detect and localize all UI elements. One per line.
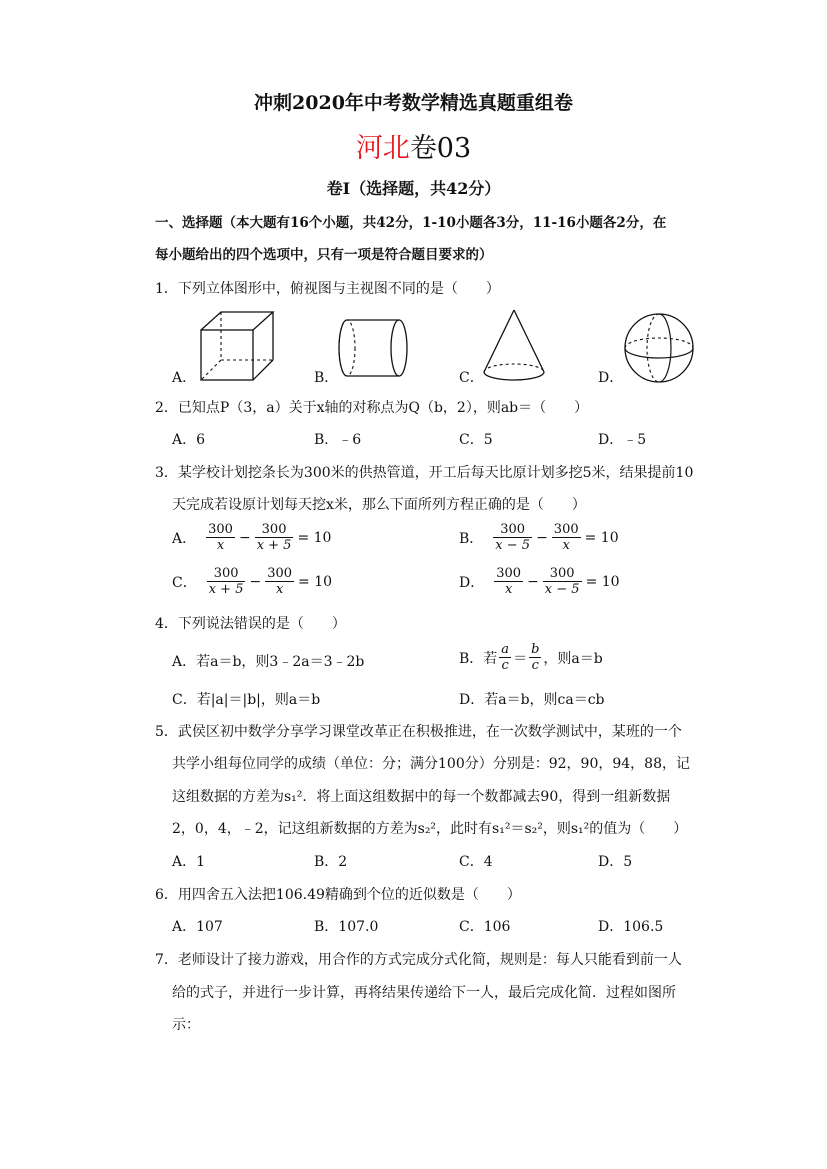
q4-option-b-suffix: ，则a＝b [543,650,603,667]
q6-stem: 6．用四舍五入法把106.49精确到个位的近似数是（ ） [155,887,521,903]
q4-option-b [459,642,603,673]
minus-sign: − [527,573,539,590]
q7-stem-line2: 给的式子，并进行一步计算，再将结果传递给下一人，最后完成化简．过程如图所 [172,985,676,1001]
q3-option-b [459,522,621,553]
q5-option-c: C．4 [459,854,493,870]
minus-sign: − [249,573,262,590]
subtitle-black: 卷03 [409,133,472,164]
q7-stem-line1: 7．老师设计了接力游戏，用合作的方式完成分式化简，规则是：每人只能看到前一人 [155,952,682,968]
subtitle-red: 河北 [355,133,410,164]
cone-icon [478,308,550,384]
cylinder-icon [335,318,415,380]
q1-option-a: A． [172,370,197,386]
fraction: $\frac{300}{x + 5}$ [208,566,244,597]
q3-stem-line1: 3．某学校计划挖条长为300米的供热管道，开工后每天比原计划多挖5米，结果提前10 [155,465,694,481]
q6-option-a: A．107 [172,919,223,935]
q6-option-b: B．107.0 [314,919,379,935]
q3-option-a [172,522,333,553]
equation-rhs: = 10 [297,529,332,546]
q1-option-b: B． [314,370,339,386]
q3-option-a-label: A． [172,530,197,547]
sphere-icon [622,312,698,386]
q6-option-d: D．106.5 [598,919,664,935]
q4-option-a: A．若a＝b，则3﹣2a＝3﹣2b [172,654,365,670]
equation-rhs: = 10 [585,573,620,590]
q3-option-d [459,566,622,597]
volume-heading: 卷Ⅰ（选择题，共42分） [326,179,501,198]
fraction: $\frac{300}{x + 5}$ [256,522,292,553]
fraction: $\frac{300}{x}$ [267,566,293,597]
q4-option-b-prefix: B．若 [459,650,498,667]
equation-rhs: = 10 [584,529,619,546]
minus-sign: − [536,529,548,546]
q5-stem-line1: 5．武侯区初中数学分享学习课堂改革正在积极推进，在一次数学测试中，某班的一个 [155,724,682,740]
paper-subtitle [0,126,827,165]
q7-stem-line3: 示： [172,1017,200,1033]
q3-option-d-label: D． [459,574,485,591]
cube-icon [195,308,280,384]
q3-stem-line2: 天完成若设原计划每天挖x米，那么下面所列方程正确的是（ ） [172,497,586,513]
fraction: $\frac{300}{x}$ [208,522,233,553]
q2-option-c: C．5 [459,432,493,448]
q4-stem: 4．下列说法错误的是（ ） [155,616,346,632]
q6-option-c: C．106 [459,919,511,935]
fraction: $\frac{300}{x}$ [496,566,522,597]
minus-sign: − [238,529,251,546]
page-title: 冲刺2020年中考数学精选真题重组卷 [254,92,573,114]
q5-option-b: B．2 [314,854,348,870]
q5-option-a: A．1 [172,854,206,870]
equals-sign: ＝ [513,650,528,667]
q5-stem-line2: 共学小组每位同学的成绩（单位：分；满分100分）分别是：92，90，94，88，记 [172,756,690,772]
equation-rhs: = 10 [298,573,333,590]
q2-stem: 2．已知点P（3，a）关于x轴的对称点为Q（b，2），则ab＝（ ） [155,400,589,416]
q4-option-d: D．若a＝b，则ca＝cb [459,692,605,708]
q1-option-c: C． [459,370,484,386]
q5-stem-line4: 2，0，4，﹣2，记这组新数据的方差为s₂²，此时有s₁²＝s₂²，则s₁²的值为（ ） [172,821,688,837]
q5-stem-line3: 这组数据的方差为s₁²．将上面这组数据中的每一个数都减去90，得到一组新数据 [172,789,671,805]
section-instruction-line2: 每小题给出的四个选项中，只有一项是符合题目要求的） [155,247,493,263]
fraction: $\frac{b}{c}$ [531,642,540,673]
q5-option-d: D．5 [598,854,633,870]
section-instruction-line1: 一、选择题（本大题有16个小题，共42分，1-10小题各3分，11-16小题各2分，在 [155,215,667,231]
q1-option-d: D． [598,370,624,386]
q4-option-c: C．若|a|＝|b|，则a＝b [172,692,321,708]
q2-option-a: A．6 [172,432,206,448]
fraction: $\frac{a}{c}$ [501,642,510,673]
q3-option-b-label: B． [459,530,484,547]
fraction: $\frac{300}{x - 5}$ [544,566,580,597]
q3-option-c [172,566,334,597]
q3-option-c-label: C． [172,574,197,591]
q1-stem: 1．下列立体图形中，俯视图与主视图不同的是（ ） [155,281,500,297]
fraction: $\frac{300}{x - 5}$ [495,522,531,553]
q2-option-d: D．﹣5 [598,432,647,448]
fraction: $\frac{300}{x}$ [553,522,579,553]
q2-option-b: B．﹣6 [314,432,362,448]
